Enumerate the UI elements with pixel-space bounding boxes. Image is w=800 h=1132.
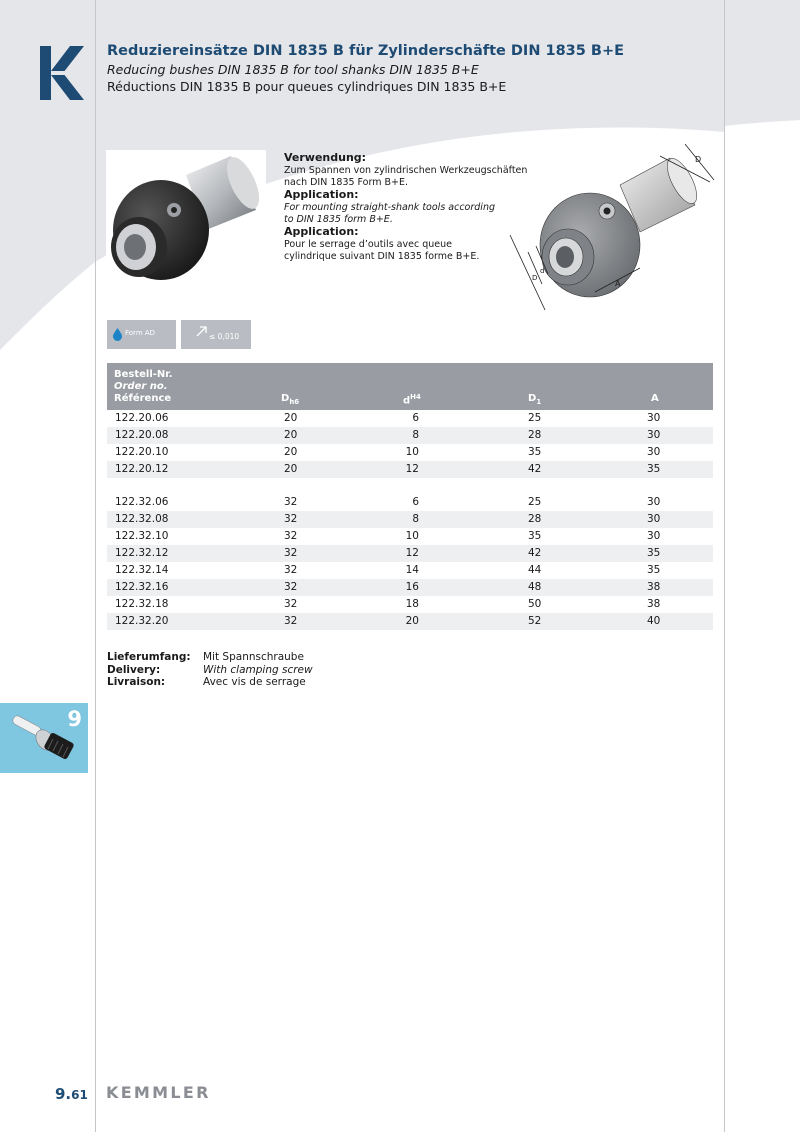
cell-A: 30 [647,412,661,424]
cell-order-no: 122.32.18 [115,598,169,610]
cell-D: 32 [284,547,298,559]
product-photo [106,150,266,290]
cell-D: 20 [284,412,298,424]
header-col-d: $d^{H4}$ [403,393,421,407]
form-badge-label: Form AD [125,329,156,337]
cell-D: 20 [284,446,298,458]
technical-drawing [500,140,725,320]
cell-D1: 50 [528,598,542,610]
drawing-label-D1: D [532,274,538,282]
cell-D: 32 [284,564,298,576]
title-block [107,42,707,95]
table-row [107,528,713,545]
cell-D1: 35 [528,446,542,458]
page-number: 9.61 [55,1085,88,1103]
usage-text-fr-1: Pour le serrage d’outils avec queue [284,239,452,250]
cell-d: 20 [405,615,419,627]
kemmler-k-logo-icon [40,46,84,100]
brand-name: KEMMLER [106,1083,211,1102]
cell-d: 6 [412,496,419,508]
drawing-label-D: D [695,155,702,164]
table-row [107,511,713,528]
cell-order-no: 122.32.10 [115,530,169,542]
cell-order-no: 122.32.14 [115,564,169,576]
usage-text-de-1: Zum Spannen von zylindrischen Werkzeugschäften [284,165,528,176]
cell-D: 32 [284,598,298,610]
usage-text-fr-2: cylindrique suivant DIN 1835 forme B+E. [284,250,480,262]
cell-d: 8 [412,513,419,525]
delivery-value-fr: Avec vis de serrage [203,676,306,688]
chapter-number: 9 [67,707,82,731]
header-col-D: $D_{h6}$ [281,393,300,406]
cell-d: 14 [405,564,419,576]
delivery-label-en: Delivery: [107,663,161,676]
drawing-label-A: A [615,279,621,288]
cell-D1: 25 [528,412,542,424]
cell-d: 10 [405,530,419,542]
runout-arrow-icon [195,325,208,338]
cell-D: 32 [284,530,298,542]
cell-D1: 44 [528,564,542,576]
cell-A: 30 [647,513,661,525]
table-row [107,579,713,596]
cell-order-no: 122.32.08 [115,513,169,525]
cell-d: 8 [412,429,419,441]
cell-D: 32 [284,496,298,508]
cell-D1: 28 [528,513,542,525]
table-group-20 [107,410,713,478]
cell-D1: 52 [528,615,542,627]
usage-text-en-2: to DIN 1835 form B+E. [284,213,393,225]
usage-heading-en: Application: [284,188,359,201]
delivery-value-en: With clamping screw [203,663,313,676]
cell-A: 30 [647,530,661,542]
table-row [107,427,713,444]
cell-d: 10 [405,446,419,458]
cell-order-no: 122.20.10 [115,446,169,458]
cell-D1: 48 [528,581,542,593]
table-row [107,545,713,562]
cell-D1: 42 [528,547,542,559]
usage-heading-fr: Application: [284,225,359,238]
tolerance-badge [181,320,251,349]
table-row [107,613,713,630]
cell-order-no: 122.32.12 [115,547,169,559]
cell-order-no: 122.32.16 [115,581,169,593]
cell-order-no: 122.32.20 [115,615,169,627]
cell-d: 16 [405,581,419,593]
cell-d: 12 [405,547,419,559]
cell-D1: 42 [528,463,542,475]
cell-d: 18 [405,598,419,610]
usage-description [284,151,534,262]
table-header [107,363,713,410]
header-col-A: A [651,393,659,404]
table-row [107,562,713,579]
cell-order-no: 122.20.06 [115,412,169,424]
cell-D1: 25 [528,496,542,508]
table-row [107,444,713,461]
cell-D1: 28 [528,429,542,441]
cell-order-no: 122.20.08 [115,429,169,441]
cell-A: 30 [647,446,661,458]
cell-A: 38 [647,598,661,610]
tolerance-badge-label: ≤ 0,010 [209,332,240,341]
coolant-drop-icon [111,327,124,341]
page-title: Reduziereinsätze DIN 1835 B für Zylinderschäfte DIN 1835 B+E [107,43,625,59]
cell-D1: 35 [528,530,542,542]
cell-D: 20 [284,463,298,475]
delivery-value-de: Mit Spannschraube [203,651,304,663]
cell-A: 40 [647,615,661,627]
header-order-en: Order no. [114,381,168,392]
table-row [107,410,713,427]
cell-A: 30 [647,496,661,508]
cell-order-no: 122.20.12 [115,463,169,475]
table-row [107,461,713,478]
table-row [107,494,713,511]
delivery-label-de: Lieferumfang: [107,651,191,663]
table-group-32 [107,494,713,630]
page-subtitle-fr: Réductions DIN 1835 B pour queues cylindriques DIN 1835 B+E [107,79,507,94]
cell-A: 35 [647,463,661,475]
delivery-label-fr: Livraison: [107,676,166,688]
product-table [107,363,713,630]
cell-A: 38 [647,581,661,593]
usage-heading-de: Verwendung: [284,151,367,164]
cell-D: 32 [284,615,298,627]
cell-D: 32 [284,513,298,525]
cell-order-no: 122.32.06 [115,496,169,508]
cell-D: 20 [284,429,298,441]
table-row [107,596,713,613]
form-badge [107,320,176,349]
chapter-tab[interactable] [0,703,88,773]
cell-d: 6 [412,412,419,424]
cell-A: 30 [647,429,661,441]
cell-A: 35 [647,547,661,559]
page-subtitle-en: Reducing bushes DIN 1835 B for tool shanks DIN 1835 B+E [107,62,479,77]
header-col-D1: $D_1$ [528,393,542,406]
drawing-label-d: d [540,267,545,275]
cell-A: 35 [647,564,661,576]
header-order-de: Bestell-Nr. [114,369,173,380]
usage-text-en-1: For mounting straight-shank tools according [284,202,495,213]
header-order-fr: Référence [114,393,172,404]
cell-d: 12 [405,463,419,475]
cell-D: 32 [284,581,298,593]
usage-text-de-2: nach DIN 1835 Form B+E. [284,176,408,188]
